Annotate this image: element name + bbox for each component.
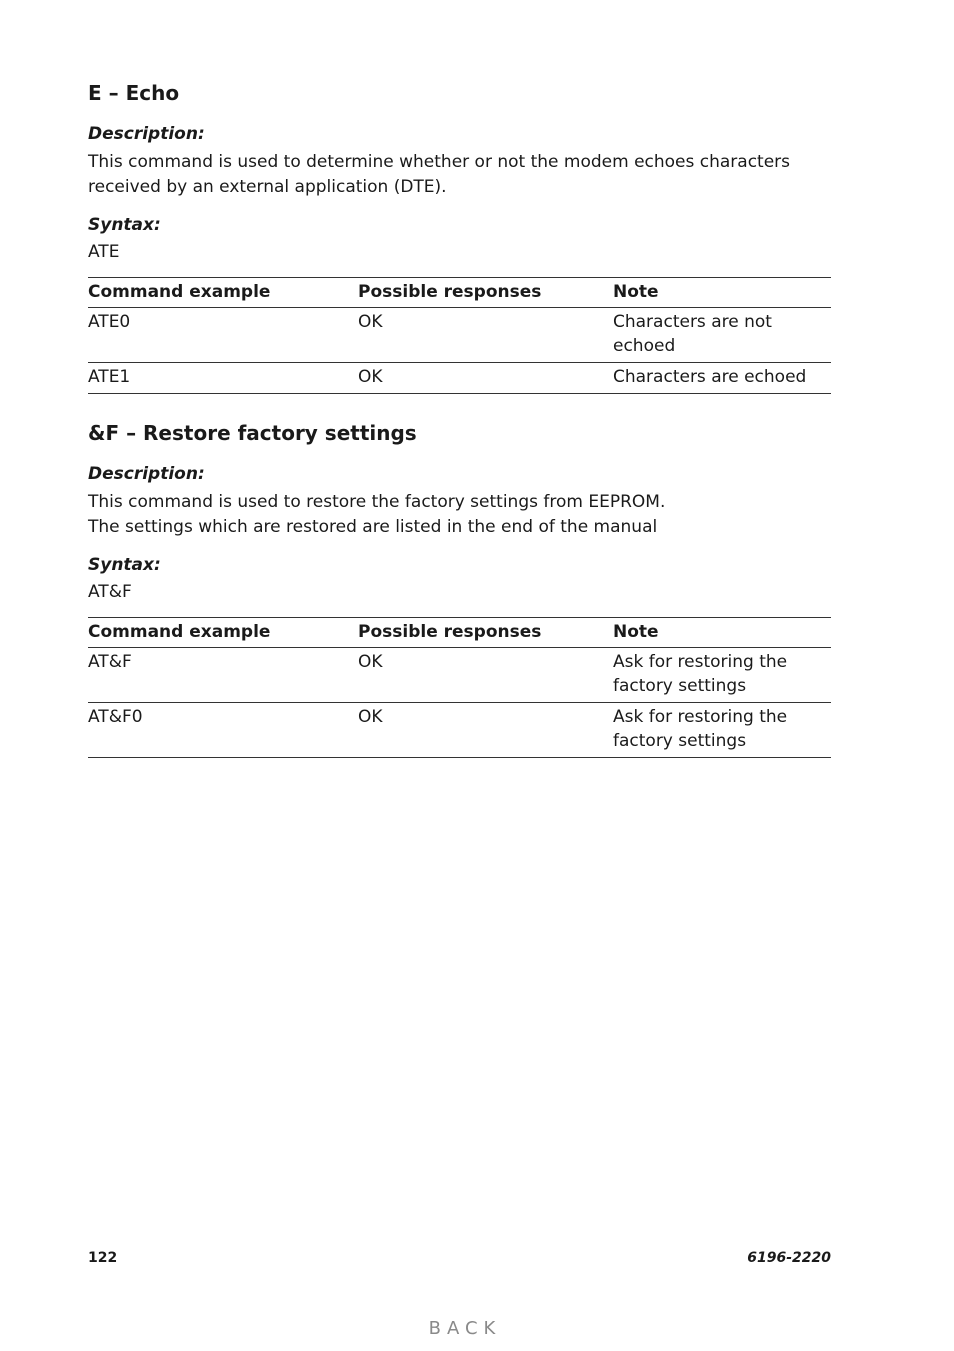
description-label: Description:	[88, 464, 205, 484]
cell-command: ATE0	[88, 308, 358, 363]
description-line: The settings which are restored are listed in the end of the manual	[88, 517, 658, 537]
description-line: This command is used to restore the factory settings from EEPROM.	[88, 492, 666, 512]
cell-response: OK	[358, 648, 613, 703]
description-text	[88, 150, 831, 200]
header-command-example: Command example	[88, 278, 358, 308]
syntax-label: Syntax:	[88, 215, 161, 235]
cell-command: AT&F	[88, 648, 358, 703]
cell-response: OK	[358, 703, 613, 758]
command-table	[88, 277, 831, 394]
section-title: E – Echo	[88, 81, 180, 105]
section-restore-factory-settings	[88, 420, 831, 758]
description-line: received by an external application (DTE).	[88, 177, 447, 197]
cell-command: ATE1	[88, 363, 358, 394]
header-note: Note	[613, 278, 831, 308]
table-header-row	[88, 278, 831, 308]
table-header-row	[88, 618, 831, 648]
description-line: This command is used to determine whether or not the modem echoes characters	[88, 152, 791, 172]
cell-note: Characters are not echoed	[613, 308, 831, 363]
cell-note: Ask for restoring the factory settings	[613, 703, 831, 758]
header-note: Note	[613, 618, 831, 648]
cell-response: OK	[358, 308, 613, 363]
table-row	[88, 308, 831, 363]
document-number: 6196-2220	[747, 1250, 831, 1266]
cell-command: AT&F0	[88, 703, 358, 758]
syntax-value: AT&F	[88, 582, 132, 602]
cell-note: Ask for restoring the factory settings	[613, 648, 831, 703]
header-possible-responses: Possible responses	[358, 278, 613, 308]
description-text	[88, 490, 831, 540]
table-row	[88, 363, 831, 394]
cell-response: OK	[358, 363, 613, 394]
section-title: &F – Restore factory settings	[88, 421, 417, 445]
table-row	[88, 648, 831, 703]
syntax-label: Syntax:	[88, 555, 161, 575]
header-possible-responses: Possible responses	[358, 618, 613, 648]
cell-note: Characters are echoed	[613, 363, 831, 394]
back-link[interactable]: BACK	[428, 1318, 502, 1339]
header-command-example: Command example	[88, 618, 358, 648]
table-row	[88, 703, 831, 758]
page-number: 122	[88, 1250, 118, 1266]
syntax-value: ATE	[88, 242, 120, 262]
command-table	[88, 617, 831, 758]
section-echo	[88, 80, 831, 394]
description-label: Description:	[88, 124, 205, 144]
